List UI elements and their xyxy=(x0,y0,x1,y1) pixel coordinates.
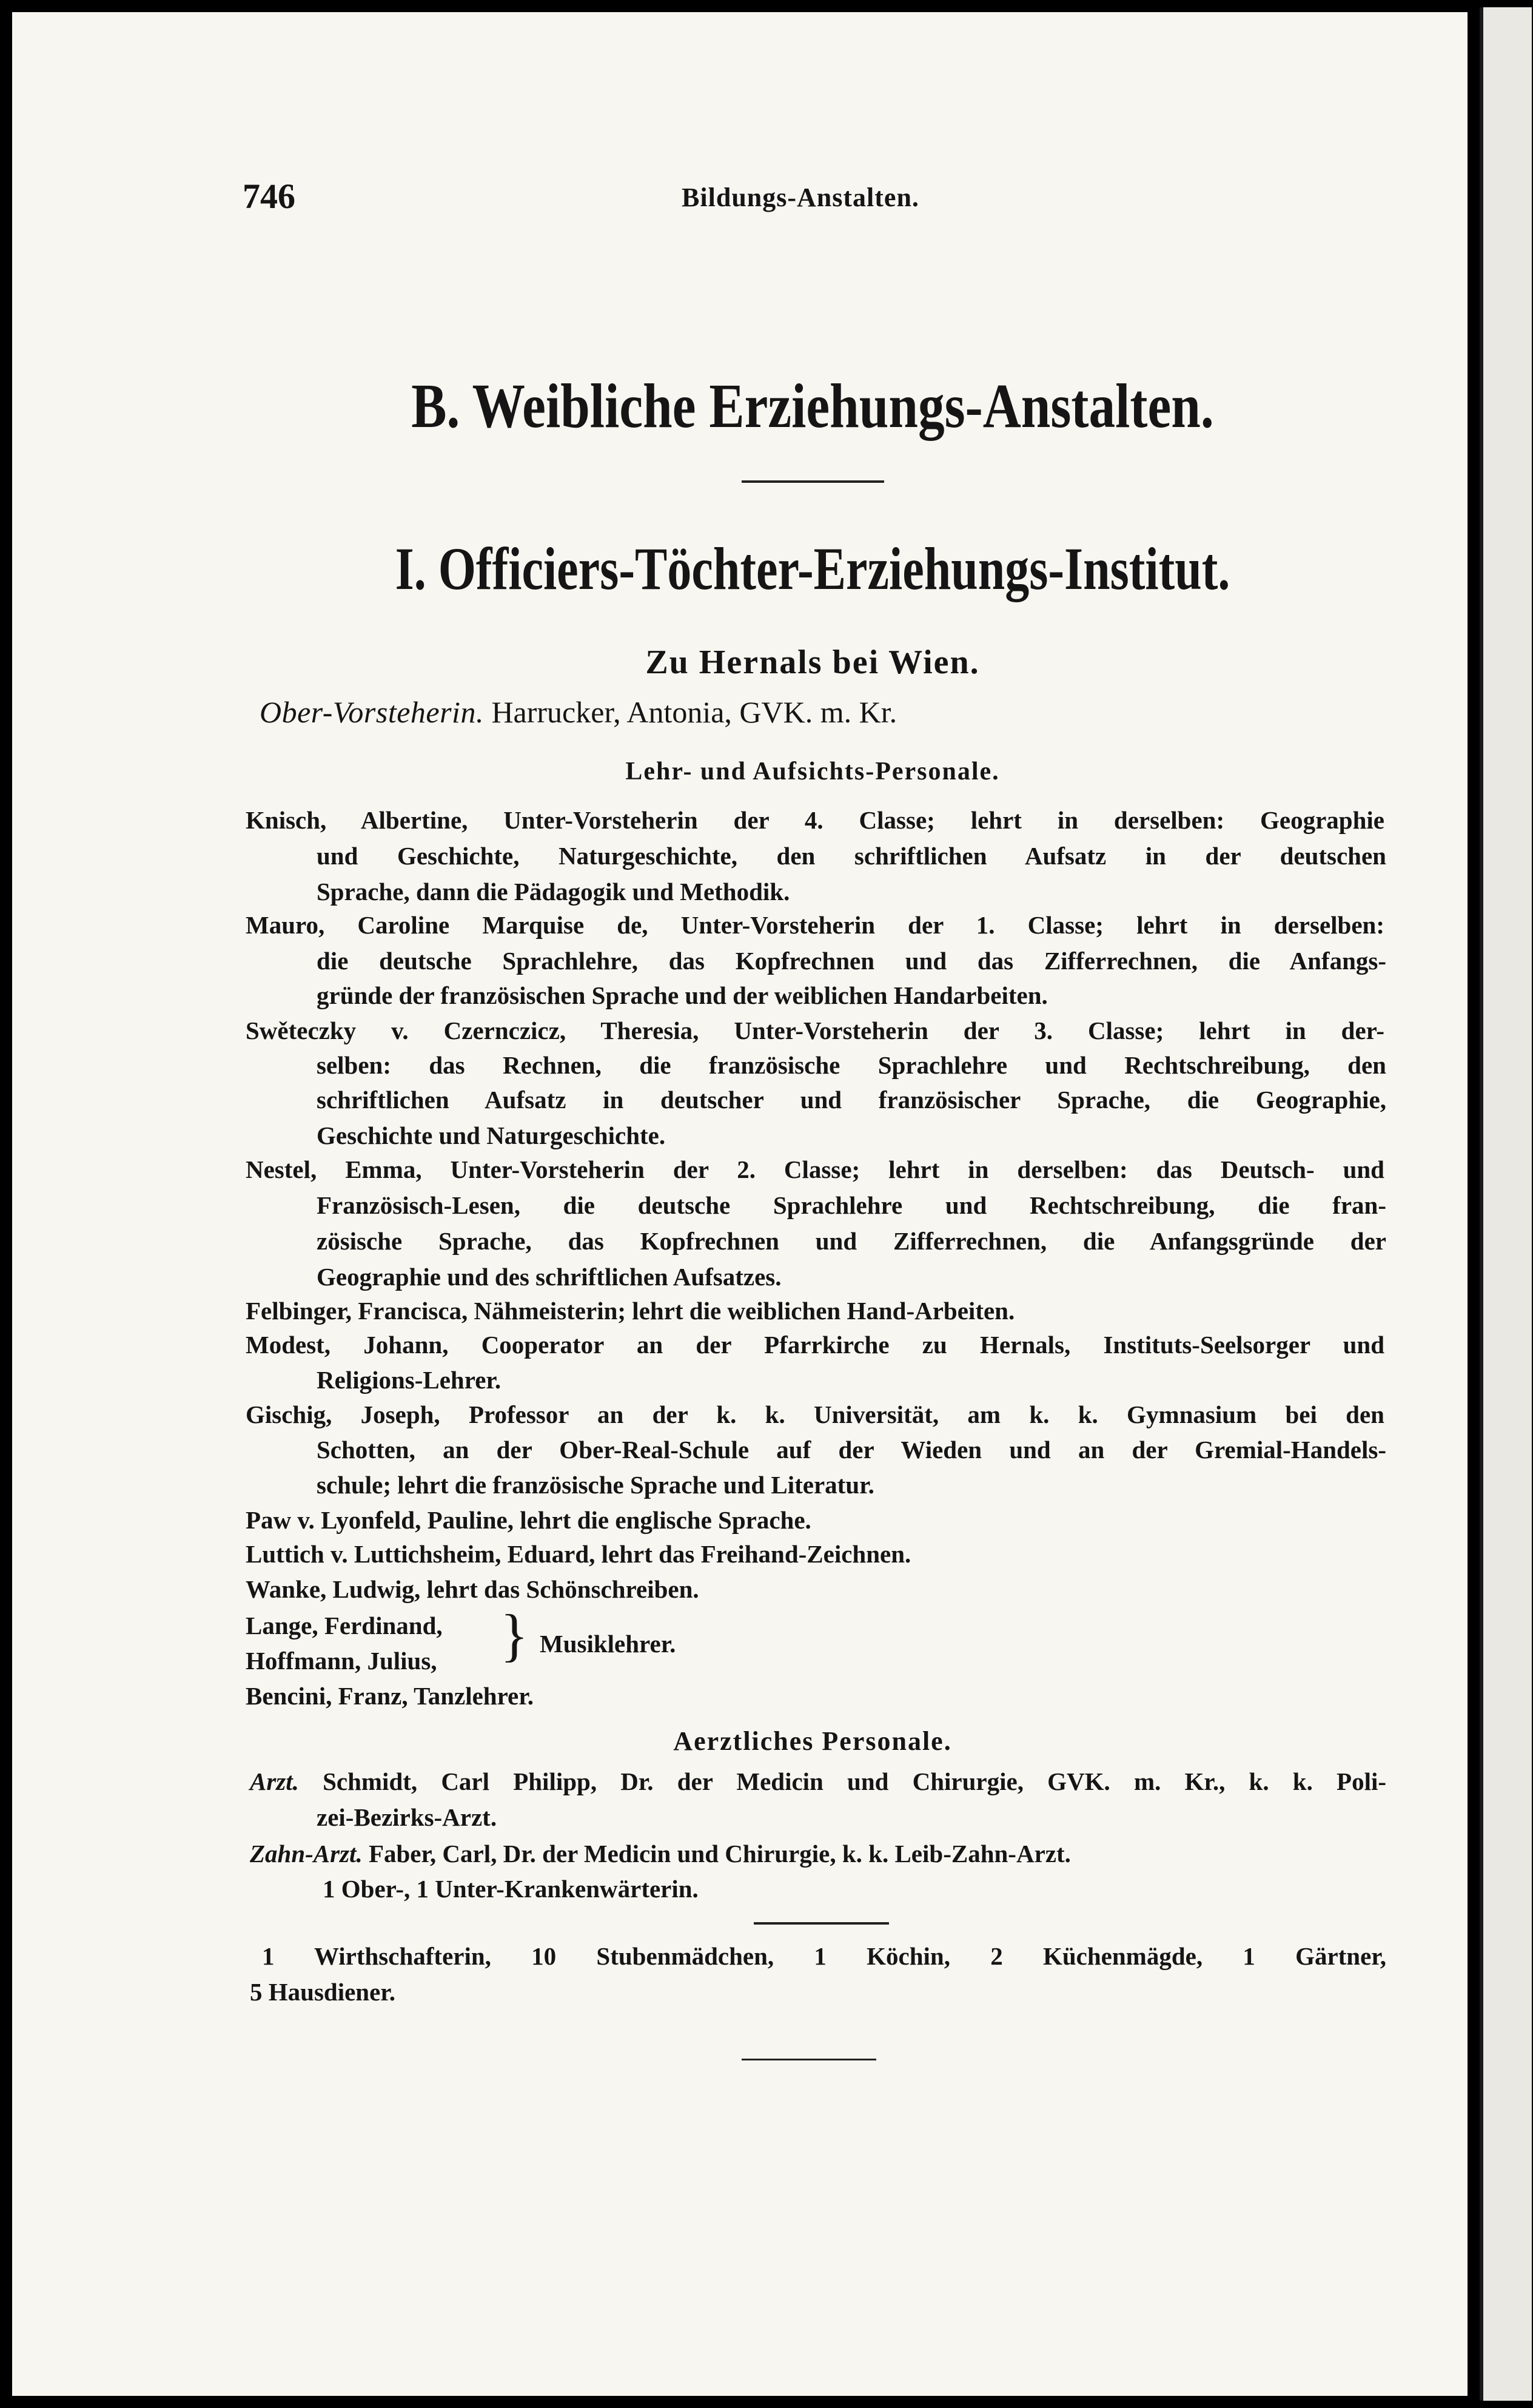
zahn-text: Faber, Carl, Dr. der Medicin und Chirurgie, k. k. Leib-Zahn-Arzt. xyxy=(368,1840,1071,1868)
footer-line: 1 Wirthschafterin, 10 Stubenmädchen, 1 Köchin, 2 Küchenmägde, 1 Gärtner, xyxy=(262,1942,1386,1970)
running-title: Bildungs-Anstalten. xyxy=(682,183,919,212)
staff-line: selben: das Rechnen, die französische Sprachlehre und Rechtschreibung, den xyxy=(317,1051,1386,1079)
staff-line: schule; lehrt die französische Sprache und Literatur. xyxy=(317,1471,874,1499)
medical-heading: Aerztliches Personale. xyxy=(673,1726,952,1756)
medical-line xyxy=(250,1767,1386,1796)
medical-line xyxy=(250,1839,1071,1868)
staff-line: Felbinger, Francisca, Nähmeisterin; lehrt die weiblichen Hand-Arbeiten. xyxy=(246,1297,1015,1325)
medical-line: 1 Ober-, 1 Unter-Krankenwärterin. xyxy=(323,1875,699,1903)
staff-line: zösische Sprache, das Kopfrechnen und Zifferrechnen, die Anfangsgründe der xyxy=(317,1227,1386,1255)
staff-line: Französisch-Lesen, die deutsche Sprachlehre und Rechtschreibung, die fran- xyxy=(317,1191,1386,1219)
music-name: Hoffmann, Julius, xyxy=(246,1647,437,1675)
staff-line: gründe der französischen Sprache und der weiblichen Handarbeiten. xyxy=(317,981,1048,1009)
staff-line: Nestel, Emma, Unter-Vorsteherin der 2. Classe; lehrt in derselben: das Deutsch- und xyxy=(246,1155,1384,1183)
staff-heading: Lehr- und Aufsichts-Personale. xyxy=(625,758,1000,785)
divider-rule xyxy=(754,1922,889,1925)
head-name: Harrucker, Antonia, GVK. m. Kr. xyxy=(491,695,897,729)
staff-line: Knisch, Albertine, Unter-Vorsteherin der 4. Classe; lehrt in derselben: Geographie xyxy=(246,806,1384,834)
head-line xyxy=(260,694,897,730)
divider-rule xyxy=(742,480,884,483)
footer-line: 5 Hausdiener. xyxy=(250,1978,395,2006)
document-page xyxy=(12,12,1468,2396)
staff-line: und Geschichte, Naturgeschichte, den schriftlichen Aufsatz in der deutschen xyxy=(317,842,1386,870)
arzt-role: Arzt. xyxy=(250,1767,299,1795)
section-title: B. Weibliche Erziehungs-Anstalten. xyxy=(411,371,1214,441)
staff-line: Bencini, Franz, Tanzlehrer. xyxy=(246,1682,534,1710)
institute-title: I. Officiers-Töchter-Erziehungs-Institut. xyxy=(395,535,1230,602)
brace-glyph: } xyxy=(500,1603,529,1667)
music-name: Lange, Ferdinand, xyxy=(246,1612,443,1640)
music-role: Musiklehrer. xyxy=(540,1630,676,1658)
staff-line: schriftlichen Aufsatz in deutscher und französischer Sprache, die Geographie, xyxy=(317,1086,1386,1114)
staff-line: die deutsche Sprachlehre, das Kopfrechnen und das Zifferrechnen, die Anfangs- xyxy=(317,947,1386,975)
page-number: 746 xyxy=(243,177,295,216)
arzt-text: Schmidt, Carl Philipp, Dr. der Medicin und Chirurgie, GVK. m. Kr., k. k. Poli- xyxy=(323,1767,1386,1795)
adjacent-page-edge xyxy=(1480,7,1532,2401)
staff-line: Geographie und des schriftlichen Aufsatzes. xyxy=(317,1263,782,1291)
ornament-rule xyxy=(742,2059,876,2060)
head-role: Ober-Vorsteherin. xyxy=(260,695,484,729)
medical-line: zei-Bezirks-Arzt. xyxy=(317,1803,497,1831)
staff-line: Schotten, an der Ober-Real-Schule auf der Wieden und an der Gremial-Handels- xyxy=(317,1436,1386,1464)
staff-line: Geschichte und Naturgeschichte. xyxy=(317,1122,666,1149)
staff-line: Luttich v. Luttichsheim, Eduard, lehrt das Freihand-Zeichnen. xyxy=(246,1540,911,1568)
staff-line: Paw v. Lyonfeld, Pauline, lehrt die englische Sprache. xyxy=(246,1506,811,1534)
staff-line: Swěteczky v. Czernczicz, Theresia, Unter-Vorsteherin der 3. Classe; lehrt in der- xyxy=(246,1017,1384,1044)
staff-line: Religions-Lehrer. xyxy=(317,1366,501,1394)
staff-line: Modest, Johann, Cooperator an der Pfarrkirche zu Hernals, Instituts-Seelsorger und xyxy=(246,1331,1384,1359)
location-heading: Zu Hernals bei Wien. xyxy=(645,644,980,681)
staff-line: Gischig, Joseph, Professor an der k. k. Universität, am k. k. Gymnasium bei den xyxy=(246,1401,1384,1428)
staff-line: Wanke, Ludwig, lehrt das Schönschreiben. xyxy=(246,1575,699,1603)
staff-line: Mauro, Caroline Marquise de, Unter-Vorsteherin der 1. Classe; lehrt in derselben: xyxy=(246,911,1384,939)
staff-line: Sprache, dann die Pädagogik und Methodik. xyxy=(317,878,790,906)
zahn-role: Zahn-Arzt. xyxy=(250,1840,363,1868)
